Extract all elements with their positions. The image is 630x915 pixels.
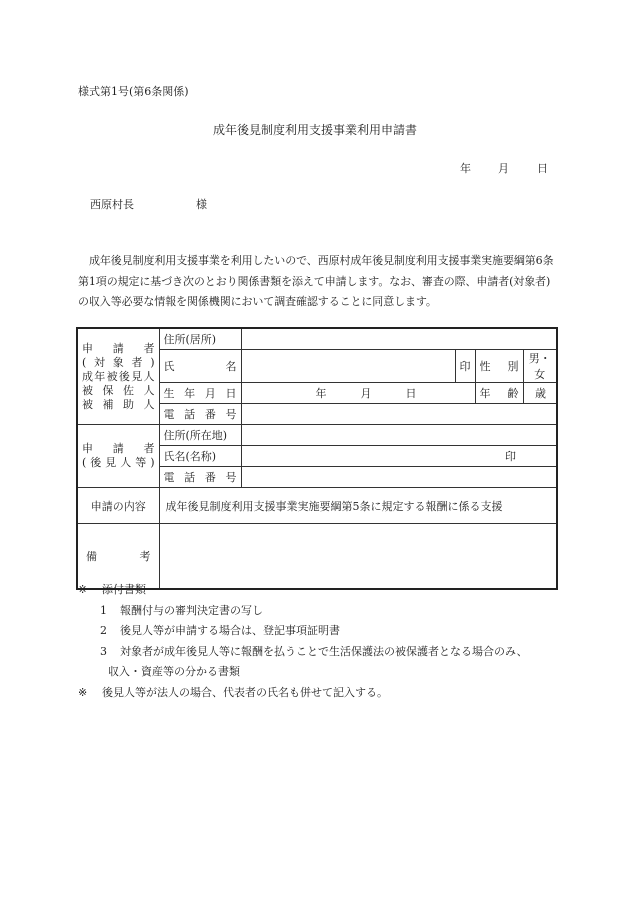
- address-label: 住所(居所): [159, 328, 241, 350]
- sex-value[interactable]: 男・女: [523, 350, 557, 383]
- guardian-header-line: 申請者: [82, 442, 155, 455]
- attachment-item: [78, 621, 528, 642]
- applicant-header-line: (対象者): [82, 355, 155, 369]
- content-label: 申請の内容: [77, 488, 159, 524]
- applicant-header-line: 申請者: [82, 341, 155, 355]
- birth-day: 日: [405, 387, 417, 400]
- final-note-text: 後見人等が法人の場合、代表者の氏名も併せて記入する。: [102, 685, 388, 699]
- sex-label: 性別: [475, 350, 523, 383]
- phone-label: 電話番号: [159, 404, 241, 425]
- application-form-table: [76, 327, 558, 590]
- attachment-item: [78, 642, 528, 663]
- note-mark: ※: [78, 685, 88, 699]
- content-row: [77, 488, 557, 524]
- attachment-text: 後見人等が申請する場合は、登記事項証明書: [120, 624, 340, 637]
- birth-label: 生年月日: [159, 383, 241, 404]
- addressee-name: 西原村長: [90, 198, 134, 211]
- guardian-address-field[interactable]: [241, 425, 557, 446]
- application-statement: 成年後見制度利用支援事業を利用したいので、西原村成年後見制度利用支援事業実施要綱第6条第1項の規定に基づき次のとおり関係書類を添えて申請します。なお、審査の際、申請者(対象者)の収入等必要な情報を関係機関において調査確認することに同意します。: [78, 254, 554, 308]
- date-day: 日: [537, 162, 548, 175]
- attachment-number: 3: [100, 644, 107, 658]
- guardian-name-label: 氏名(名称): [159, 446, 241, 467]
- applicant-header-line: 成年被後見人: [82, 369, 155, 383]
- age-value[interactable]: 歳: [523, 383, 557, 404]
- attachment-number: 2: [100, 624, 107, 637]
- content-value: 成年後見制度利用支援事業実施要綱第5条に規定する報酬に係る支援: [159, 488, 557, 524]
- addressee-honorific: 様: [196, 198, 207, 211]
- attachments-heading: [78, 580, 528, 601]
- date-year: 年: [460, 162, 471, 175]
- document-title: 成年後見制度利用支援事業利用申請書: [212, 123, 417, 137]
- date-month: 月: [498, 162, 509, 175]
- name-label: 氏名: [159, 350, 241, 383]
- attachment-text: 対象者が成年後見人等に報酬を払うことで生活保護法の被保護者となる場合のみ、: [120, 644, 528, 658]
- guardian-header-line: (後見人等): [82, 456, 155, 469]
- guardian-address-label: 住所(所在地): [159, 425, 241, 446]
- birth-month: 月: [360, 387, 372, 400]
- remarks-label: 備考: [77, 524, 159, 590]
- applicant-header: [77, 328, 159, 425]
- attachment-text: 報酬付与の審判決定書の写し: [120, 603, 263, 617]
- phone-field[interactable]: [241, 404, 557, 425]
- applicant-header-line: 被保佐人: [82, 383, 155, 397]
- final-note: [78, 683, 528, 704]
- guardian-phone-field[interactable]: [241, 467, 557, 488]
- birth-year: 年: [315, 387, 327, 400]
- address-field[interactable]: [241, 328, 557, 350]
- applicant-address-row: [77, 328, 557, 350]
- name-field[interactable]: [241, 350, 455, 383]
- age-label: 年齢: [475, 383, 523, 404]
- attachments-title: 添付書類: [102, 583, 146, 596]
- applicant-header-line: 被補助人: [82, 397, 155, 411]
- attachment-number: 1: [100, 603, 107, 617]
- guardian-header: [77, 425, 159, 488]
- guardian-address-row: [77, 425, 557, 446]
- birth-field[interactable]: [241, 383, 475, 404]
- guardian-phone-label: 電話番号: [159, 467, 241, 488]
- guardian-seal[interactable]: 印: [241, 446, 557, 467]
- attachment-item-continuation: 収入・資産等の分かる書類: [108, 665, 240, 678]
- form-number: 様式第1号(第6条関係): [78, 85, 189, 98]
- notes-section: [78, 580, 528, 703]
- attachment-item: [78, 601, 528, 622]
- note-mark: ※: [78, 583, 88, 596]
- seal-mark: 印: [455, 350, 475, 383]
